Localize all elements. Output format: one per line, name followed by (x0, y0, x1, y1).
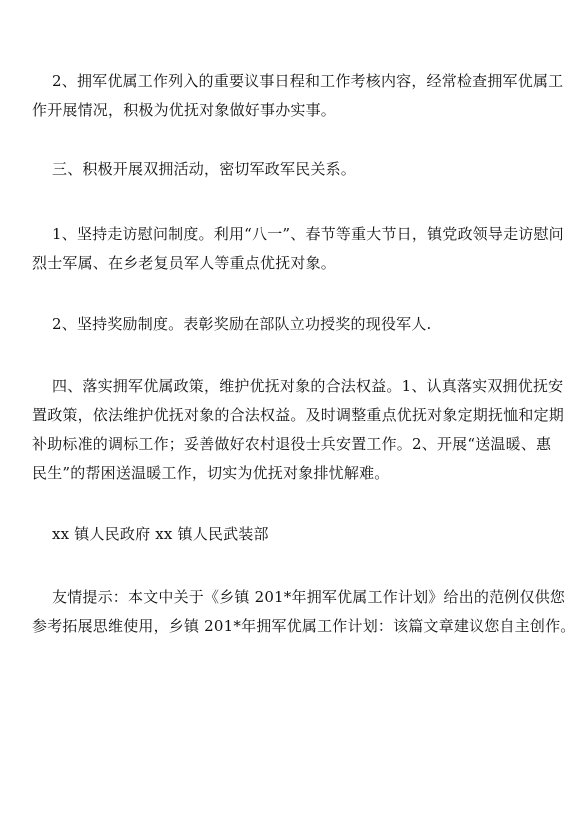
paragraph-line: 四、落实拥军优属政策，维护优抚对象的合法权益。1、认真落实双拥优抚安 (52, 377, 564, 395)
paragraph-line: 2、坚持奖励制度。表彰奖励在部队立功授奖的现役军人. (52, 315, 432, 333)
paragraph-line: 烈士军属、在乡老复员军人等重点优抚对象。 (32, 254, 337, 272)
paragraph-line: 民生”的帮困送温暖工作，切实为优抚对象排忧解难。 (32, 464, 390, 482)
signature-line (32, 520, 552, 549)
paragraph-line: 友情提示：本文中关于《乡镇 201*年拥军优属工作计划》给出的范例仅供您 (52, 588, 566, 606)
paragraph-line: 补助标准的调标工作；妥善做好农村退役士兵安置工作。2、开展“送温暖、惠 (32, 435, 552, 453)
paragraph-line: 作开展情况，积极为优抚对象做好事办实事。 (32, 101, 337, 119)
heading-section-three (32, 155, 552, 184)
paragraph-visit-system (32, 220, 564, 278)
paragraph-line: 参考拓展思维使用，乡镇 201*年拥军优属工作计划：该篇文章建议您自主创作。 (32, 617, 576, 635)
paragraph-line: 2、拥军优属工作列入的重要议事日程和工作考核内容，经常检查拥军优属工 (52, 72, 564, 90)
paragraph-reward-system (32, 310, 552, 339)
paragraph-line: 置政策，依法维护优抚对象的合法权益。及时调整重点优抚对象定期抚恤和定期 (32, 406, 565, 424)
paragraph-military-support-agenda (32, 67, 564, 125)
paragraph-section-four (32, 372, 565, 488)
paragraph-line: xx 镇人民政府 xx 镇人民武装部 (52, 525, 269, 543)
paragraph-line: 三、积极开展双拥活动，密切军政军民关系。 (52, 160, 357, 178)
paragraph-line: 1、坚持走访慰问制度。利用“八一”、春节等重大节日，镇党政领导走访慰问 (52, 225, 564, 243)
paragraph-friendly-tip (32, 583, 576, 641)
